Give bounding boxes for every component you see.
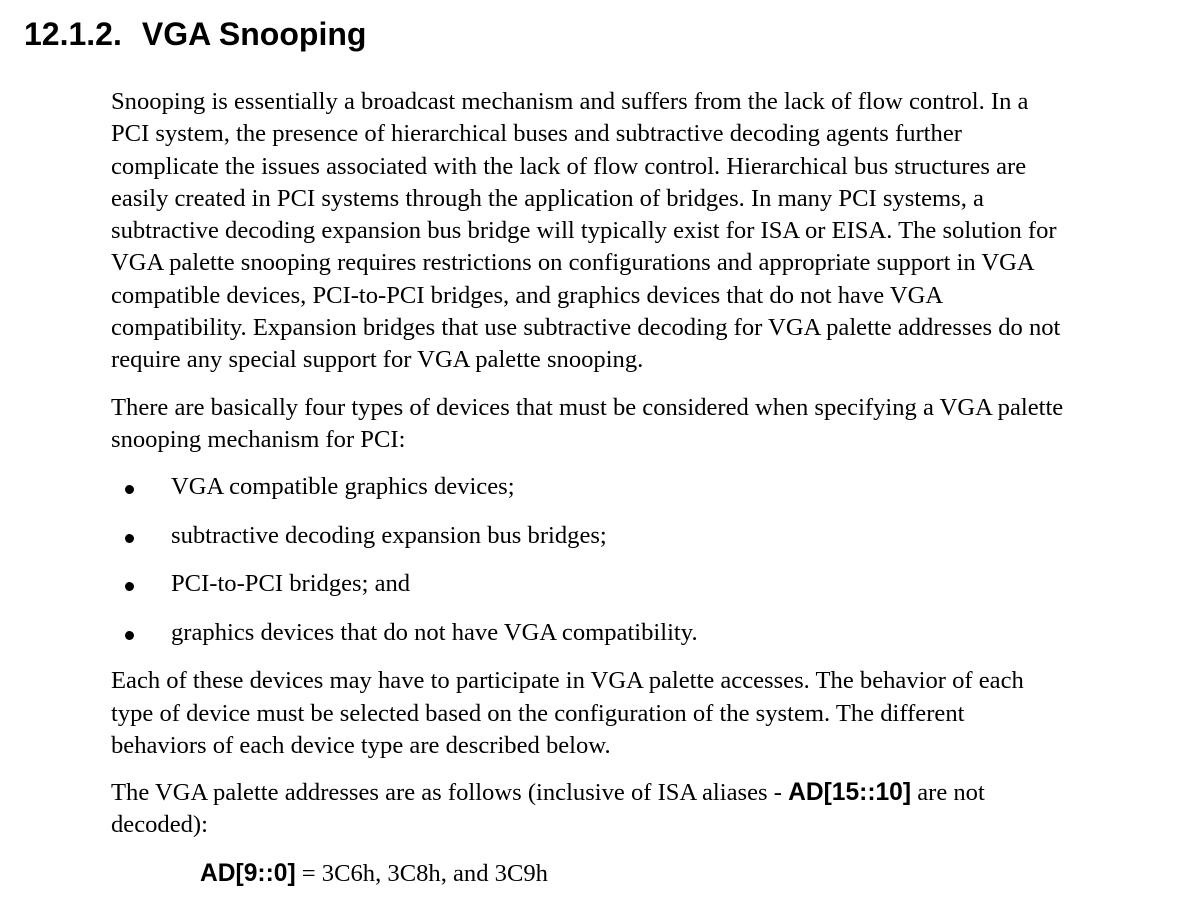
text-line: Each of these devices may have to participate in VGA palette accesses. The behavior of each <box>111 667 1024 695</box>
formula-values: = 3C6h, 3C8h, and 3C9h <box>295 860 548 887</box>
text-line: PCI system, the presence of hierarchical buses and subtractive decoding agents further <box>111 120 962 148</box>
text-run: The VGA palette addresses are as follows (inclusive of ISA aliases - <box>111 779 789 807</box>
text-line: complicate the issues associated with the lack of flow control. Hierarchical bus structures are <box>111 152 1027 180</box>
paragraph-spacer <box>111 762 1191 777</box>
text-line: subtractive decoding expansion bus bridge will typically exist for ISA or EISA. The solution for <box>111 217 1057 245</box>
list-item-text: PCI-to-PCI bridges; and <box>171 570 411 598</box>
intro-paragraph <box>111 86 1191 377</box>
device-types-paragraph <box>111 392 1191 457</box>
list-item <box>111 471 1191 520</box>
text-line: decoded): <box>111 811 208 839</box>
bullet-icon <box>125 485 134 494</box>
paragraph-spacer <box>111 456 1191 471</box>
palette-addresses-paragraph <box>111 777 1191 842</box>
section-title: VGA Snooping <box>141 16 367 52</box>
text-line: easily created in PCI systems through the application of bridges. In many PCI systems, a <box>111 184 984 212</box>
section-number: 12.1.2. <box>24 16 122 52</box>
bullet-icon <box>125 534 134 543</box>
text-line: There are basically four types of devices that must be considered when specifying a VGA palette <box>111 393 1064 421</box>
signal-name: AD[15::10] <box>788 779 912 807</box>
list-item <box>111 520 1191 569</box>
bullet-icon <box>125 582 134 591</box>
address-formula <box>200 858 548 890</box>
paragraph-spacer <box>111 377 1191 392</box>
list-item-text: graphics devices that do not have VGA compatibility. <box>171 618 698 646</box>
section-heading <box>24 10 366 58</box>
text-line: compatible devices, PCI-to-PCI bridges, and graphics devices that do not have VGA <box>111 281 944 309</box>
text-line <box>111 777 1191 809</box>
section-body <box>111 86 1191 842</box>
formula-signal: AD[9::0] <box>200 860 296 887</box>
text-line: require any special support for VGA palette snooping. <box>111 346 644 374</box>
text-line: VGA palette snooping requires restrictions on configurations and appropriate support in VGA <box>111 249 1035 277</box>
text-line: type of device must be selected based on the configuration of the system. The different <box>111 699 965 727</box>
text-run: are not <box>911 779 985 807</box>
text-line: snooping mechanism for PCI: <box>111 425 406 453</box>
list-item-text: subtractive decoding expansion bus bridges; <box>171 521 607 549</box>
text-line: Snooping is essentially a broadcast mechanism and suffers from the lack of flow control. In a <box>111 88 1029 115</box>
behavior-paragraph <box>111 665 1191 762</box>
list-item <box>111 568 1191 617</box>
list-item <box>111 617 1191 666</box>
text-line: compatibility. Expansion bridges that use subtractive decoding for VGA palette addresses do not <box>111 314 1061 342</box>
device-type-list <box>111 471 1191 665</box>
bullet-icon <box>125 631 134 640</box>
list-item-text: VGA compatible graphics devices; <box>171 473 515 501</box>
text-line: behaviors of each device type are described below. <box>111 731 611 759</box>
